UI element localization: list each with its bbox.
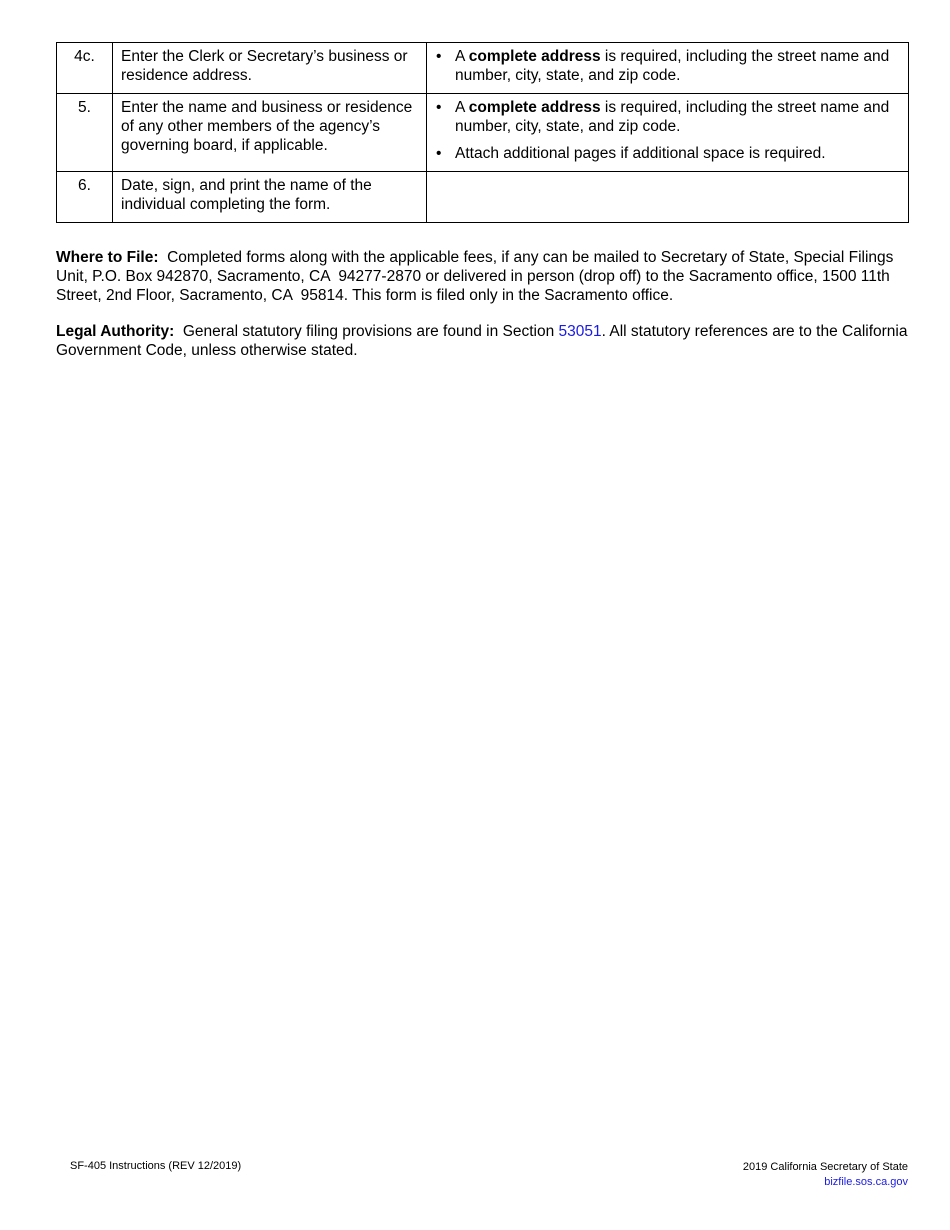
where-to-file-label: Where to File:: [56, 249, 159, 266]
where-to-file-paragraph: [56, 248, 916, 305]
note-text: A: [455, 48, 469, 65]
form-id-footer: SF-405 Instructions (REV 12/2019): [70, 1160, 242, 1172]
instructions-table: [56, 42, 909, 223]
row-description: Date, sign, and print the name of the individual completing the form.: [113, 172, 427, 223]
note-text: is required, including the street name and number, city, state, and zip code.: [455, 48, 890, 84]
note-item: [435, 47, 900, 85]
table-row: [57, 94, 909, 172]
website-link[interactable]: bizfile.sos.ca.gov: [824, 1176, 908, 1188]
note-text: Attach additional pages if additional space is required.: [455, 145, 826, 162]
legal-authority-text: General statutory filing provisions are found in Section: [174, 323, 559, 340]
note-item: [435, 144, 900, 163]
table-row: [57, 43, 909, 94]
row-notes: [427, 94, 909, 172]
legal-authority-label: Legal Authority:: [56, 323, 175, 340]
row-notes: [427, 172, 909, 223]
row-number: 5.: [57, 94, 113, 172]
copyright-text: 2019 California Secretary of State: [742, 1161, 908, 1173]
row-number: 6.: [57, 172, 113, 223]
note-emphasis: complete address: [468, 99, 601, 116]
legal-authority-text: . All statutory references are to the California Government Code, unless otherwise stated.: [56, 323, 908, 359]
row-number: 4c.: [57, 43, 113, 94]
table-row: [57, 172, 909, 223]
notes-list: [435, 98, 900, 163]
row-description: Enter the name and business or residence of any other members of the agency’s governing board, if applicable.: [113, 94, 427, 172]
note-emphasis: complete address: [468, 48, 601, 65]
row-notes: [427, 43, 909, 94]
note-text: A: [455, 99, 469, 116]
notes-list: [435, 47, 900, 85]
row-description: Enter the Clerk or Secretary’s business or residence address.: [113, 43, 427, 94]
note-item: [435, 98, 900, 136]
footer-right: [743, 1160, 908, 1190]
section-53051-link[interactable]: 53051: [558, 323, 602, 340]
where-to-file-text: Completed forms along with the applicable fees, if any can be mailed to Secretary of State, Special Filings Unit, P.O. Box 942870, Sacramento, CA 94277-2870 or delivered in person (drop off) to the Sacramento office, 1500 11th Street, 2nd Floor, Sacramento, CA 95814. This form is filed only in the Sacramento office.: [56, 249, 898, 304]
legal-authority-paragraph: [56, 322, 916, 360]
note-text: is required, including the street name and number, city, state, and zip code.: [455, 99, 890, 135]
